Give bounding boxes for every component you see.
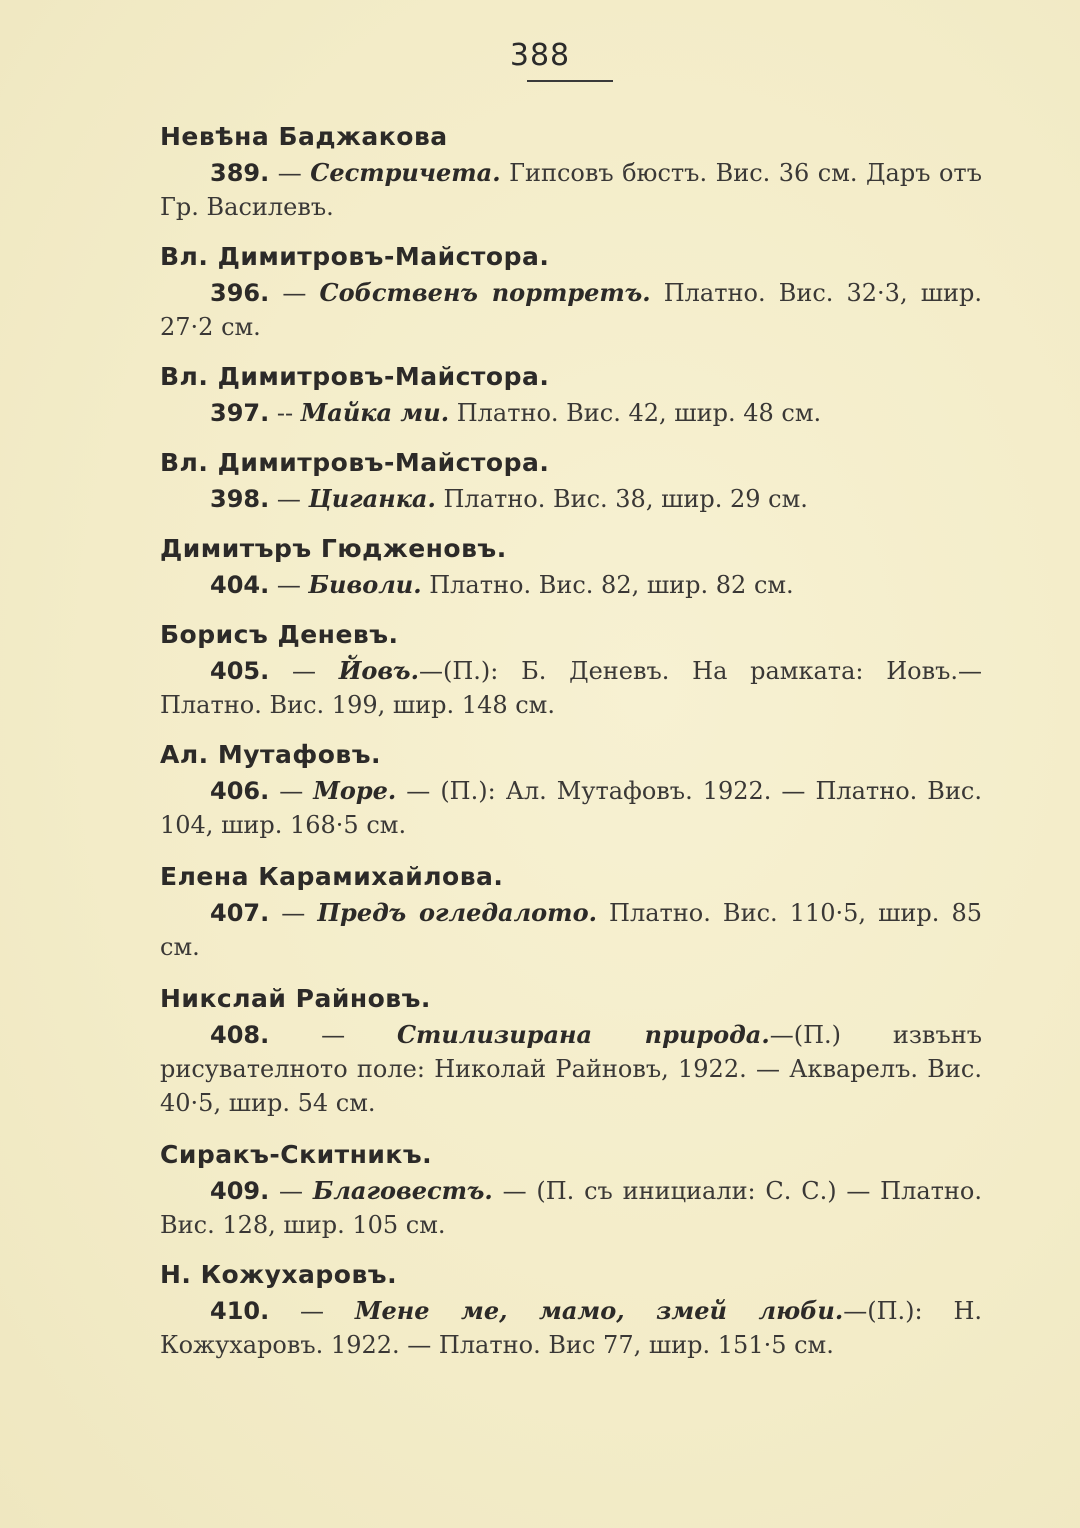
catalogue-entry xyxy=(160,358,982,430)
artwork-details: — (П.): Ал. Мутафовъ. 1922. — Платно. Вис. 104, шир. 168·5 см. xyxy=(160,777,983,839)
entry-number: 409. xyxy=(210,1177,270,1205)
entry-dash: — xyxy=(282,279,307,307)
artwork-details: Платно. Вис. 38, шир. 29 см. xyxy=(443,485,808,513)
artist-name: Вл. Димитровъ-Майстора. xyxy=(160,448,550,477)
catalogue-entry xyxy=(160,858,982,964)
artist-name: Сиракъ-Скитникъ. xyxy=(160,1140,433,1169)
entry-description xyxy=(160,276,982,344)
catalogue-entry xyxy=(160,1256,982,1362)
entry-description xyxy=(160,482,982,516)
artist-name: Невѣна Баджакова xyxy=(160,122,448,151)
artist-name: Никслай Райновъ. xyxy=(160,984,431,1013)
catalogue-entry xyxy=(160,616,982,722)
artist-name: Борисъ Деневъ. xyxy=(160,620,399,649)
catalogue-entry xyxy=(160,736,982,842)
entry-dash: — xyxy=(276,485,301,513)
entry-number: 404. xyxy=(210,571,270,599)
entry-dash: — xyxy=(277,159,302,187)
page-number: 388 xyxy=(509,38,571,73)
entry-dash: — xyxy=(291,657,316,685)
entry-description xyxy=(160,654,982,722)
catalogue-entry xyxy=(160,118,982,224)
entry-number: 396. xyxy=(210,279,270,307)
artwork-title: Благовестъ. xyxy=(312,1176,493,1205)
artwork-title: Йовъ. xyxy=(338,656,419,685)
artwork-details: — (П. съ инициали: С. С.) — Платно. Вис. 128, шир. 105 см. xyxy=(160,1177,982,1239)
entry-description xyxy=(160,1174,982,1242)
catalogue-entry xyxy=(160,980,982,1120)
entry-dash: — xyxy=(279,777,304,805)
entry-number: 398. xyxy=(210,485,270,513)
entry-dash: — xyxy=(281,899,306,927)
entry-number: 405. xyxy=(210,657,270,685)
artwork-title: Мене ме, мамо, змей люби. xyxy=(354,1296,844,1325)
artwork-details: Платно. Вис. 82, шир. 82 см. xyxy=(429,571,794,599)
entry-dash: — xyxy=(300,1297,325,1325)
artwork-title: Море. xyxy=(313,776,397,805)
artist-name: Елена Карамихайлова. xyxy=(160,862,504,891)
artwork-title: Предъ огледалото. xyxy=(317,898,597,927)
catalogue-entry xyxy=(160,238,982,344)
artist-name: Димитъръ Гюдженовъ. xyxy=(160,534,507,563)
entry-dash: — xyxy=(321,1021,346,1049)
artist-name: Вл. Димитровъ-Майстора. xyxy=(160,362,550,391)
entry-number: 389. xyxy=(210,159,270,187)
entry-dash: — xyxy=(276,571,301,599)
artwork-details: Платно. Вис. 42, шир. 48 см. xyxy=(456,399,822,427)
artist-name: Вл. Димитровъ-Майстора. xyxy=(160,242,550,271)
entry-number: 406. xyxy=(210,777,270,805)
entry-number: 407. xyxy=(210,899,270,927)
artwork-details: —(П.) извънъ рисувателното поле: Николай Райновъ, 1922. — Акварелъ. Вис. 40·5, шир. 54 см. xyxy=(160,1021,982,1117)
artwork-details: Гипсовъ бюстъ. Вис. 36 см. Даръ отъ Гр. Василевъ. xyxy=(160,159,982,221)
entry-description xyxy=(160,396,982,430)
artwork-title: Циганка. xyxy=(308,484,436,513)
entry-number: 410. xyxy=(210,1297,270,1325)
catalogue-entry xyxy=(160,444,982,516)
entry-description xyxy=(160,156,982,224)
catalogue-entries xyxy=(160,118,982,1362)
artwork-title: Майка ми. xyxy=(300,398,450,427)
artwork-details: —(П.): Н. Кожухаровъ. 1922. — Платно. Вис 77, шир. 151·5 см. xyxy=(160,1297,982,1359)
entry-description xyxy=(160,896,982,964)
entry-description xyxy=(160,1018,982,1120)
entry-description xyxy=(160,774,982,842)
catalogue-entry xyxy=(160,1136,982,1242)
catalogue-entry xyxy=(160,530,982,602)
artwork-details: Платно. Вис. 32·3, шир. 27·2 см. xyxy=(160,279,982,341)
entry-dash: -- xyxy=(276,399,294,427)
entry-description xyxy=(160,1294,982,1362)
entry-number: 397. xyxy=(210,399,270,427)
artwork-title: Биволи. xyxy=(308,570,422,599)
artwork-title: Собственъ портретъ. xyxy=(319,278,651,307)
page-number-underline xyxy=(527,80,613,82)
artwork-title: Стилизирана природа. xyxy=(396,1020,770,1049)
entry-dash: — xyxy=(279,1177,304,1205)
artwork-details: —(П.): Б. Деневъ. На рамката: Иовъ.— Платно. Вис. 199, шир. 148 см. xyxy=(160,657,982,719)
artist-name: Н. Кожухаровъ. xyxy=(160,1260,398,1289)
entry-description xyxy=(160,568,982,602)
entry-number: 408. xyxy=(210,1021,270,1049)
artist-name: Ал. Мутафовъ. xyxy=(160,740,381,769)
artwork-title: Сестричета. xyxy=(310,158,501,187)
artwork-details: Платно. Вис. 110·5, шир. 85 см. xyxy=(160,899,983,961)
